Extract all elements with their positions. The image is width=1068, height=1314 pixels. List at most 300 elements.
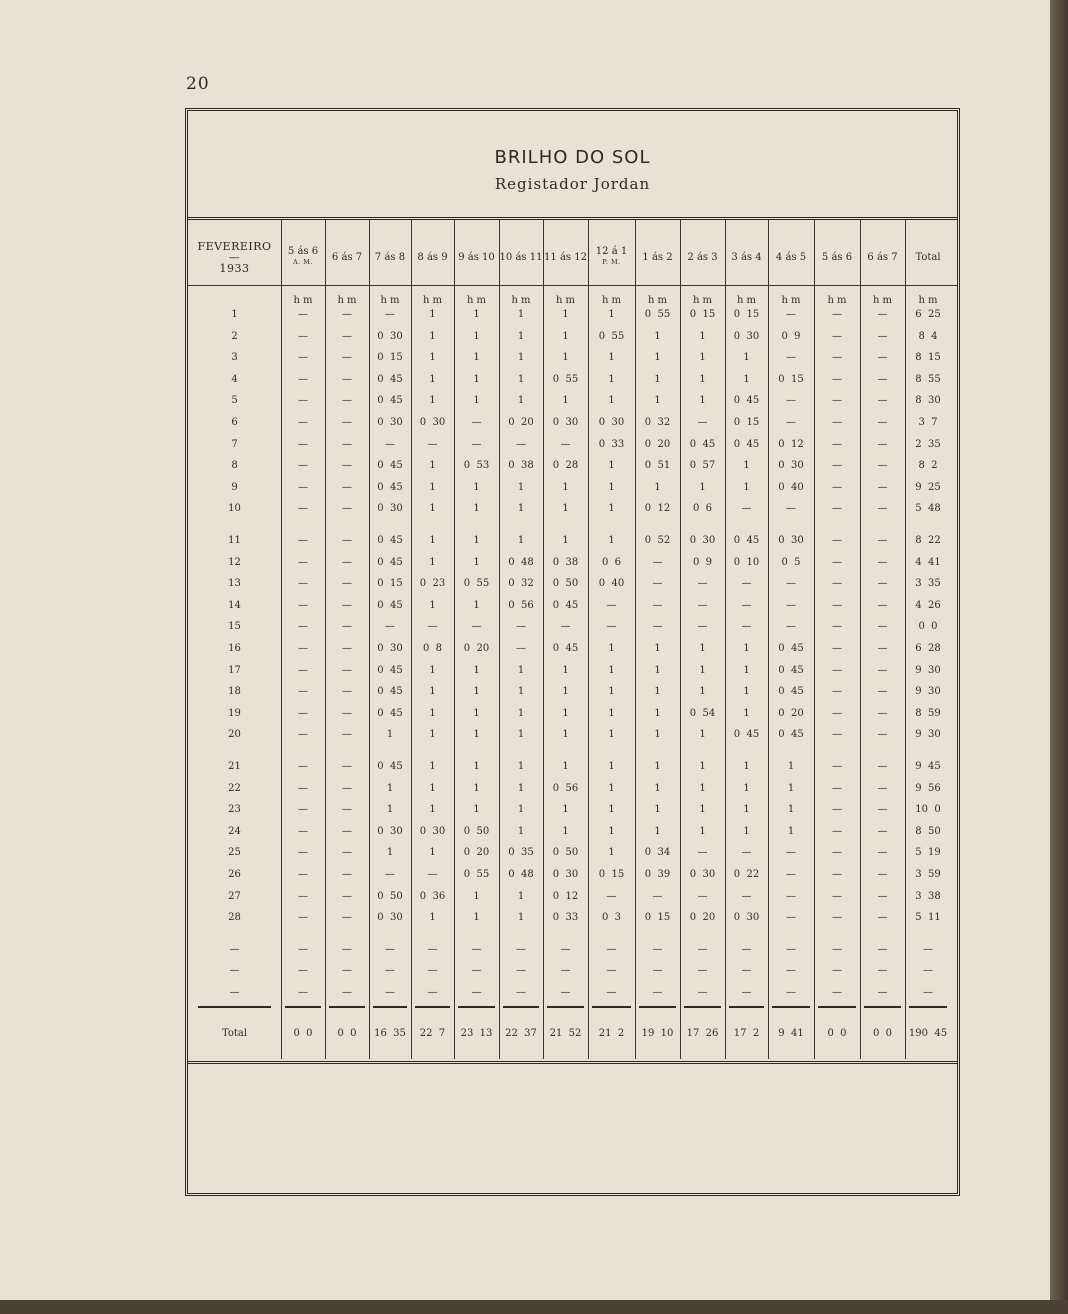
column-header: [543, 237, 588, 277]
value-cell: —: [342, 309, 352, 320]
column-header: [680, 237, 725, 277]
table-row: [188, 435, 957, 455]
value-cell: —: [652, 556, 663, 568]
unit-label: h m: [337, 295, 357, 306]
value-cell: 0 52: [644, 535, 671, 546]
value-cell: —: [877, 460, 888, 472]
value-cell: —: [741, 890, 752, 902]
day-cell: 15: [228, 621, 241, 633]
value-cell: 1: [473, 729, 480, 741]
value-cell: 1: [473, 890, 480, 902]
total-cell: 0 0: [872, 1028, 893, 1039]
value-cell: —: [298, 965, 308, 977]
value-cell: 5 19: [915, 847, 941, 859]
value-cell: —: [877, 330, 888, 342]
value-cell: 0 12: [552, 890, 579, 902]
value-cell: 0 15: [377, 578, 403, 590]
value-cell: 0 45: [689, 438, 716, 450]
value-cell: 0 38: [508, 460, 534, 472]
value-cell: 1: [608, 503, 615, 515]
total-rule: [592, 1006, 631, 1008]
column-header-label: 7 ás 8: [374, 251, 406, 263]
value-cell: —: [342, 556, 352, 568]
value-cell: —: [652, 965, 663, 977]
value-cell: —: [832, 438, 842, 450]
total-label: Total: [221, 1028, 248, 1039]
value-cell: 0 55: [552, 373, 579, 385]
value-cell: —: [342, 373, 352, 385]
value-cell: —: [298, 578, 308, 590]
value-cell: 1: [562, 535, 569, 546]
value-cell: —: [298, 309, 308, 320]
value-cell: —: [298, 643, 308, 654]
value-cell: —: [786, 847, 796, 859]
value-cell: 1: [429, 804, 436, 816]
value-cell: 0 15: [689, 309, 716, 320]
value-cell: 1: [517, 825, 525, 837]
table-title: BRILHO DO SOL: [494, 147, 651, 168]
value-cell: 1: [517, 890, 525, 902]
value-cell: —: [697, 965, 708, 977]
value-cell: —: [385, 621, 395, 633]
value-cell: 0 30: [419, 417, 446, 428]
value-cell: 0 50: [463, 825, 490, 837]
total-rule: [329, 1006, 365, 1008]
column-header: [281, 237, 325, 277]
day-cell: 14: [228, 599, 241, 611]
value-cell: —: [652, 890, 663, 902]
value-cell: 0 45: [733, 438, 760, 450]
table-row: [188, 456, 957, 476]
value-cell: 1: [699, 643, 706, 654]
value-cell: —: [877, 309, 888, 320]
unit-label: h m: [511, 295, 531, 306]
value-cell: 1: [562, 825, 569, 837]
value-cell: 1: [517, 535, 525, 546]
value-cell: 1: [473, 352, 480, 364]
value-cell: 1: [608, 373, 615, 385]
value-cell: —: [427, 438, 438, 450]
table-row: [188, 908, 957, 928]
value-cell: —: [298, 599, 308, 611]
value-cell: 0 45: [377, 556, 403, 568]
value-cell: 0 10: [733, 556, 760, 568]
value-cell: —: [298, 890, 308, 902]
column-header-label: 11 ás 12: [544, 251, 587, 263]
day-cell: 7: [231, 438, 238, 450]
total-cell: 0 0: [337, 1028, 357, 1039]
value-cell: 1: [473, 686, 480, 698]
value-cell: 1: [562, 707, 569, 719]
value-cell: —: [606, 965, 617, 977]
value-cell: 0 45: [778, 664, 804, 676]
value-cell: —: [832, 599, 842, 611]
value-cell: —: [832, 890, 842, 902]
value-cell: —: [342, 535, 352, 546]
value-cell: —: [832, 643, 842, 654]
value-cell: —: [298, 535, 308, 546]
value-cell: 9 56: [915, 782, 941, 794]
table-bottom-divider: [188, 1061, 957, 1064]
value-cell: 1: [429, 352, 436, 364]
value-cell: 8 55: [915, 373, 941, 385]
value-cell: 0 20: [463, 643, 490, 654]
value-cell: 6 28: [915, 643, 941, 654]
day-cell: 10: [228, 503, 241, 515]
value-cell: —: [697, 599, 708, 611]
day-cell: 6: [231, 417, 238, 428]
month-year: 1933: [219, 261, 250, 275]
book-edge-bottom: [0, 1300, 1068, 1314]
value-cell: —: [385, 965, 395, 977]
unit-label: h m: [827, 295, 847, 306]
value-cell: —: [923, 987, 933, 998]
value-cell: —: [298, 943, 308, 955]
value-cell: 9 45: [915, 761, 941, 772]
value-cell: 1: [743, 686, 750, 698]
value-cell: 1: [608, 643, 615, 654]
value-cell: 0 30: [552, 869, 579, 880]
value-cell: 3 59: [915, 869, 941, 880]
value-cell: 0 45: [733, 535, 760, 546]
value-cell: 0 45: [377, 395, 403, 407]
value-cell: 0 45: [778, 643, 804, 654]
value-cell: —: [786, 599, 796, 611]
total-rule: [729, 1006, 764, 1008]
value-cell: —: [832, 664, 842, 676]
value-cell: 1: [473, 912, 480, 924]
column-header: [768, 237, 814, 277]
value-cell: 0 8: [422, 643, 443, 654]
column-header: [369, 237, 411, 277]
value-cell: 0 9: [781, 330, 801, 342]
value-cell: —: [832, 330, 842, 342]
total-cell: 22 7: [419, 1028, 446, 1039]
value-cell: —: [471, 438, 482, 450]
value-cell: —: [342, 804, 352, 816]
value-cell: —: [741, 578, 752, 590]
value-cell: —: [877, 373, 888, 385]
value-cell: 0 32: [644, 417, 671, 428]
value-cell: 1: [429, 912, 436, 924]
value-cell: —: [786, 912, 796, 924]
value-cell: 1: [787, 782, 795, 794]
value-cell: 1: [517, 782, 525, 794]
value-cell: 1: [429, 556, 436, 568]
value-cell: 1: [608, 847, 615, 859]
value-cell: 1: [699, 395, 706, 407]
value-cell: 1: [608, 460, 615, 472]
value-cell: —: [560, 943, 571, 955]
value-cell: 1: [608, 761, 615, 772]
value-cell: 1: [473, 330, 480, 342]
value-cell: 1: [386, 729, 394, 741]
total-rule: [684, 1006, 721, 1008]
value-cell: —: [471, 987, 482, 998]
value-cell: 0 6: [601, 556, 622, 568]
value-cell: —: [697, 847, 708, 859]
total-cell: 17 26: [686, 1028, 719, 1039]
value-cell: 1: [562, 330, 569, 342]
value-cell: —: [342, 825, 352, 837]
table-row: [188, 779, 957, 799]
value-cell: 1: [743, 707, 750, 719]
value-cell: —: [298, 503, 308, 515]
value-cell: 1: [787, 804, 795, 816]
value-cell: 0 55: [463, 578, 490, 590]
value-cell: 1: [787, 761, 795, 772]
value-cell: 0 40: [598, 578, 625, 590]
value-cell: —: [832, 395, 842, 407]
day-cell: 18: [228, 686, 241, 698]
table-row: [188, 983, 957, 1003]
value-cell: —: [697, 943, 708, 955]
value-cell: 1: [562, 729, 569, 741]
value-cell: —: [877, 912, 888, 924]
value-cell: —: [516, 943, 526, 955]
value-cell: 0 50: [552, 847, 579, 859]
value-cell: —: [385, 309, 395, 320]
value-cell: 0 45: [778, 686, 804, 698]
value-cell: —: [786, 869, 796, 880]
value-cell: —: [298, 987, 308, 998]
column-header-label: 6 ás 7: [331, 251, 363, 263]
value-cell: —: [342, 782, 352, 794]
value-cell: —: [652, 578, 663, 590]
value-cell: 1: [517, 707, 525, 719]
value-cell: 3 35: [915, 578, 941, 590]
value-cell: —: [877, 578, 888, 590]
value-cell: 8 2: [918, 460, 938, 472]
value-cell: 0 30: [377, 503, 403, 515]
value-cell: 0 3: [601, 912, 622, 924]
table-row: [188, 574, 957, 594]
value-cell: 1: [562, 395, 569, 407]
day-cell: 23: [228, 804, 241, 816]
day-cell: 11: [228, 535, 241, 546]
value-cell: 0 22: [733, 869, 760, 880]
day-cell: 25: [228, 847, 241, 859]
value-cell: 4 41: [915, 556, 941, 568]
value-cell: —: [342, 481, 352, 493]
total-row: [188, 1024, 957, 1046]
value-cell: 1: [699, 804, 706, 816]
value-cell: 0 35: [508, 847, 534, 859]
value-cell: 1: [608, 535, 615, 546]
total-rule: [547, 1006, 584, 1008]
value-cell: 0 34: [644, 847, 671, 859]
value-cell: 1: [654, 481, 661, 493]
column-header: [499, 237, 543, 277]
value-cell: 2 35: [915, 438, 941, 450]
value-cell: 1: [654, 825, 661, 837]
value-cell: 0 28: [552, 460, 579, 472]
value-cell: 1: [473, 599, 480, 611]
header-divider: [188, 285, 957, 286]
value-cell: 1: [429, 761, 436, 772]
value-cell: —: [832, 965, 842, 977]
value-cell: —: [342, 761, 352, 772]
value-cell: 1: [386, 847, 394, 859]
value-cell: —: [298, 664, 308, 676]
value-cell: —: [427, 621, 438, 633]
value-cell: —: [298, 825, 308, 837]
value-cell: —: [832, 869, 842, 880]
value-cell: —: [832, 556, 842, 568]
value-cell: —: [877, 686, 888, 698]
value-cell: 1: [654, 373, 661, 385]
value-cell: 0 45: [377, 686, 403, 698]
column-header-label: 9 ás 10: [458, 251, 495, 263]
value-cell: —: [832, 578, 842, 590]
value-cell: —: [877, 599, 888, 611]
day-cell: 16: [228, 643, 241, 654]
value-cell: 1: [743, 460, 750, 472]
value-cell: 1: [429, 309, 436, 320]
table-row: [188, 596, 957, 616]
value-cell: —: [832, 847, 842, 859]
value-cell: 1: [517, 373, 525, 385]
column-header-label: 5 ás 6: [287, 246, 319, 257]
sunshine-table: [188, 219, 957, 1059]
value-cell: —: [786, 578, 796, 590]
value-cell: 9 30: [915, 729, 941, 741]
value-cell: 1: [562, 761, 569, 772]
day-cell: 9: [231, 481, 238, 493]
value-cell: 1: [429, 330, 436, 342]
value-cell: 8 22: [915, 535, 941, 546]
value-cell: 1: [562, 686, 569, 698]
value-cell: —: [427, 965, 438, 977]
value-cell: 0 45: [778, 729, 804, 741]
title-block: [188, 111, 957, 219]
value-cell: 1: [608, 825, 615, 837]
value-cell: 6 25: [915, 309, 941, 320]
total-cell: 190 45: [908, 1028, 948, 1039]
day-cell: 3: [231, 352, 238, 364]
value-cell: —: [298, 847, 308, 859]
value-cell: 1: [654, 686, 661, 698]
table-row: [188, 531, 957, 551]
value-cell: —: [516, 987, 526, 998]
value-cell: 1: [699, 729, 706, 741]
value-cell: —: [342, 987, 352, 998]
value-cell: —: [832, 782, 842, 794]
table-row: [188, 661, 957, 681]
value-cell: 0 51: [644, 460, 671, 472]
value-cell: —: [786, 621, 796, 633]
table-row: [188, 961, 957, 981]
value-cell: —: [786, 890, 796, 902]
month-dash: —: [228, 250, 241, 264]
value-cell: —: [560, 621, 571, 633]
value-cell: 1: [473, 556, 480, 568]
value-cell: —: [697, 890, 708, 902]
value-cell: 0 12: [644, 503, 671, 515]
value-cell: 1: [429, 373, 436, 385]
value-cell: 9 30: [915, 686, 941, 698]
value-cell: 1: [654, 729, 661, 741]
value-cell: 1: [386, 782, 394, 794]
value-cell: —: [342, 664, 352, 676]
value-cell: —: [877, 438, 888, 450]
value-cell: 1: [608, 707, 615, 719]
value-cell: —: [342, 847, 352, 859]
value-cell: —: [741, 987, 752, 998]
value-cell: 3 7: [918, 417, 938, 428]
total-rule: [373, 1006, 407, 1008]
day-cell: 1: [231, 309, 238, 320]
value-cell: —: [427, 987, 438, 998]
value-cell: 0 20: [463, 847, 490, 859]
value-cell: 0 30: [377, 330, 403, 342]
value-cell: —: [877, 503, 888, 515]
value-cell: —: [606, 987, 617, 998]
value-cell: 1: [517, 395, 525, 407]
day-cell: 24: [228, 825, 241, 837]
unit-label: h m: [692, 295, 713, 306]
value-cell: —: [342, 729, 352, 741]
value-cell: —: [298, 373, 308, 385]
value-cell: 0 45: [377, 707, 403, 719]
value-cell: 1: [654, 761, 661, 772]
value-cell: 1: [699, 330, 706, 342]
total-cell: 0 0: [293, 1028, 313, 1039]
value-cell: —: [877, 643, 888, 654]
value-cell: —: [877, 621, 888, 633]
value-cell: 0 20: [689, 912, 716, 924]
value-cell: —: [832, 987, 842, 998]
value-cell: 0 20: [508, 417, 534, 428]
day-cell: 20: [228, 729, 241, 741]
value-cell: —: [877, 664, 888, 676]
value-cell: —: [786, 395, 796, 407]
value-cell: —: [298, 869, 308, 880]
value-cell: 1: [699, 373, 706, 385]
unit-label: h m: [293, 295, 313, 306]
column-header-label: 6 ás 7: [867, 251, 898, 263]
value-cell: 0 45: [377, 664, 403, 676]
value-cell: 0 32: [508, 578, 534, 590]
total-rule: [198, 1006, 271, 1008]
total-rule: [909, 1006, 947, 1008]
value-cell: —: [877, 869, 888, 880]
value-cell: —: [606, 943, 617, 955]
unit-label: h m: [601, 295, 622, 306]
value-cell: —: [516, 643, 526, 654]
value-cell: —: [652, 987, 663, 998]
value-cell: 4 26: [915, 599, 941, 611]
value-cell: —: [298, 761, 308, 772]
value-cell: 1: [654, 804, 661, 816]
value-cell: —: [342, 599, 352, 611]
value-cell: —: [832, 686, 842, 698]
value-cell: —: [298, 438, 308, 450]
day-cell: 12: [228, 556, 241, 568]
value-cell: 5 48: [915, 503, 941, 515]
value-cell: —: [832, 729, 842, 741]
page-number: 20: [186, 74, 210, 94]
value-cell: —: [786, 503, 796, 515]
column-header-sub: P. M.: [602, 258, 621, 266]
value-cell: 1: [429, 395, 436, 407]
value-cell: —: [832, 912, 842, 924]
value-cell: 0 45: [377, 481, 403, 493]
column-header-label: 4 ás 5: [775, 251, 807, 263]
value-cell: 0 50: [377, 890, 403, 902]
value-cell: 1: [608, 782, 615, 794]
value-cell: —: [832, 621, 842, 633]
